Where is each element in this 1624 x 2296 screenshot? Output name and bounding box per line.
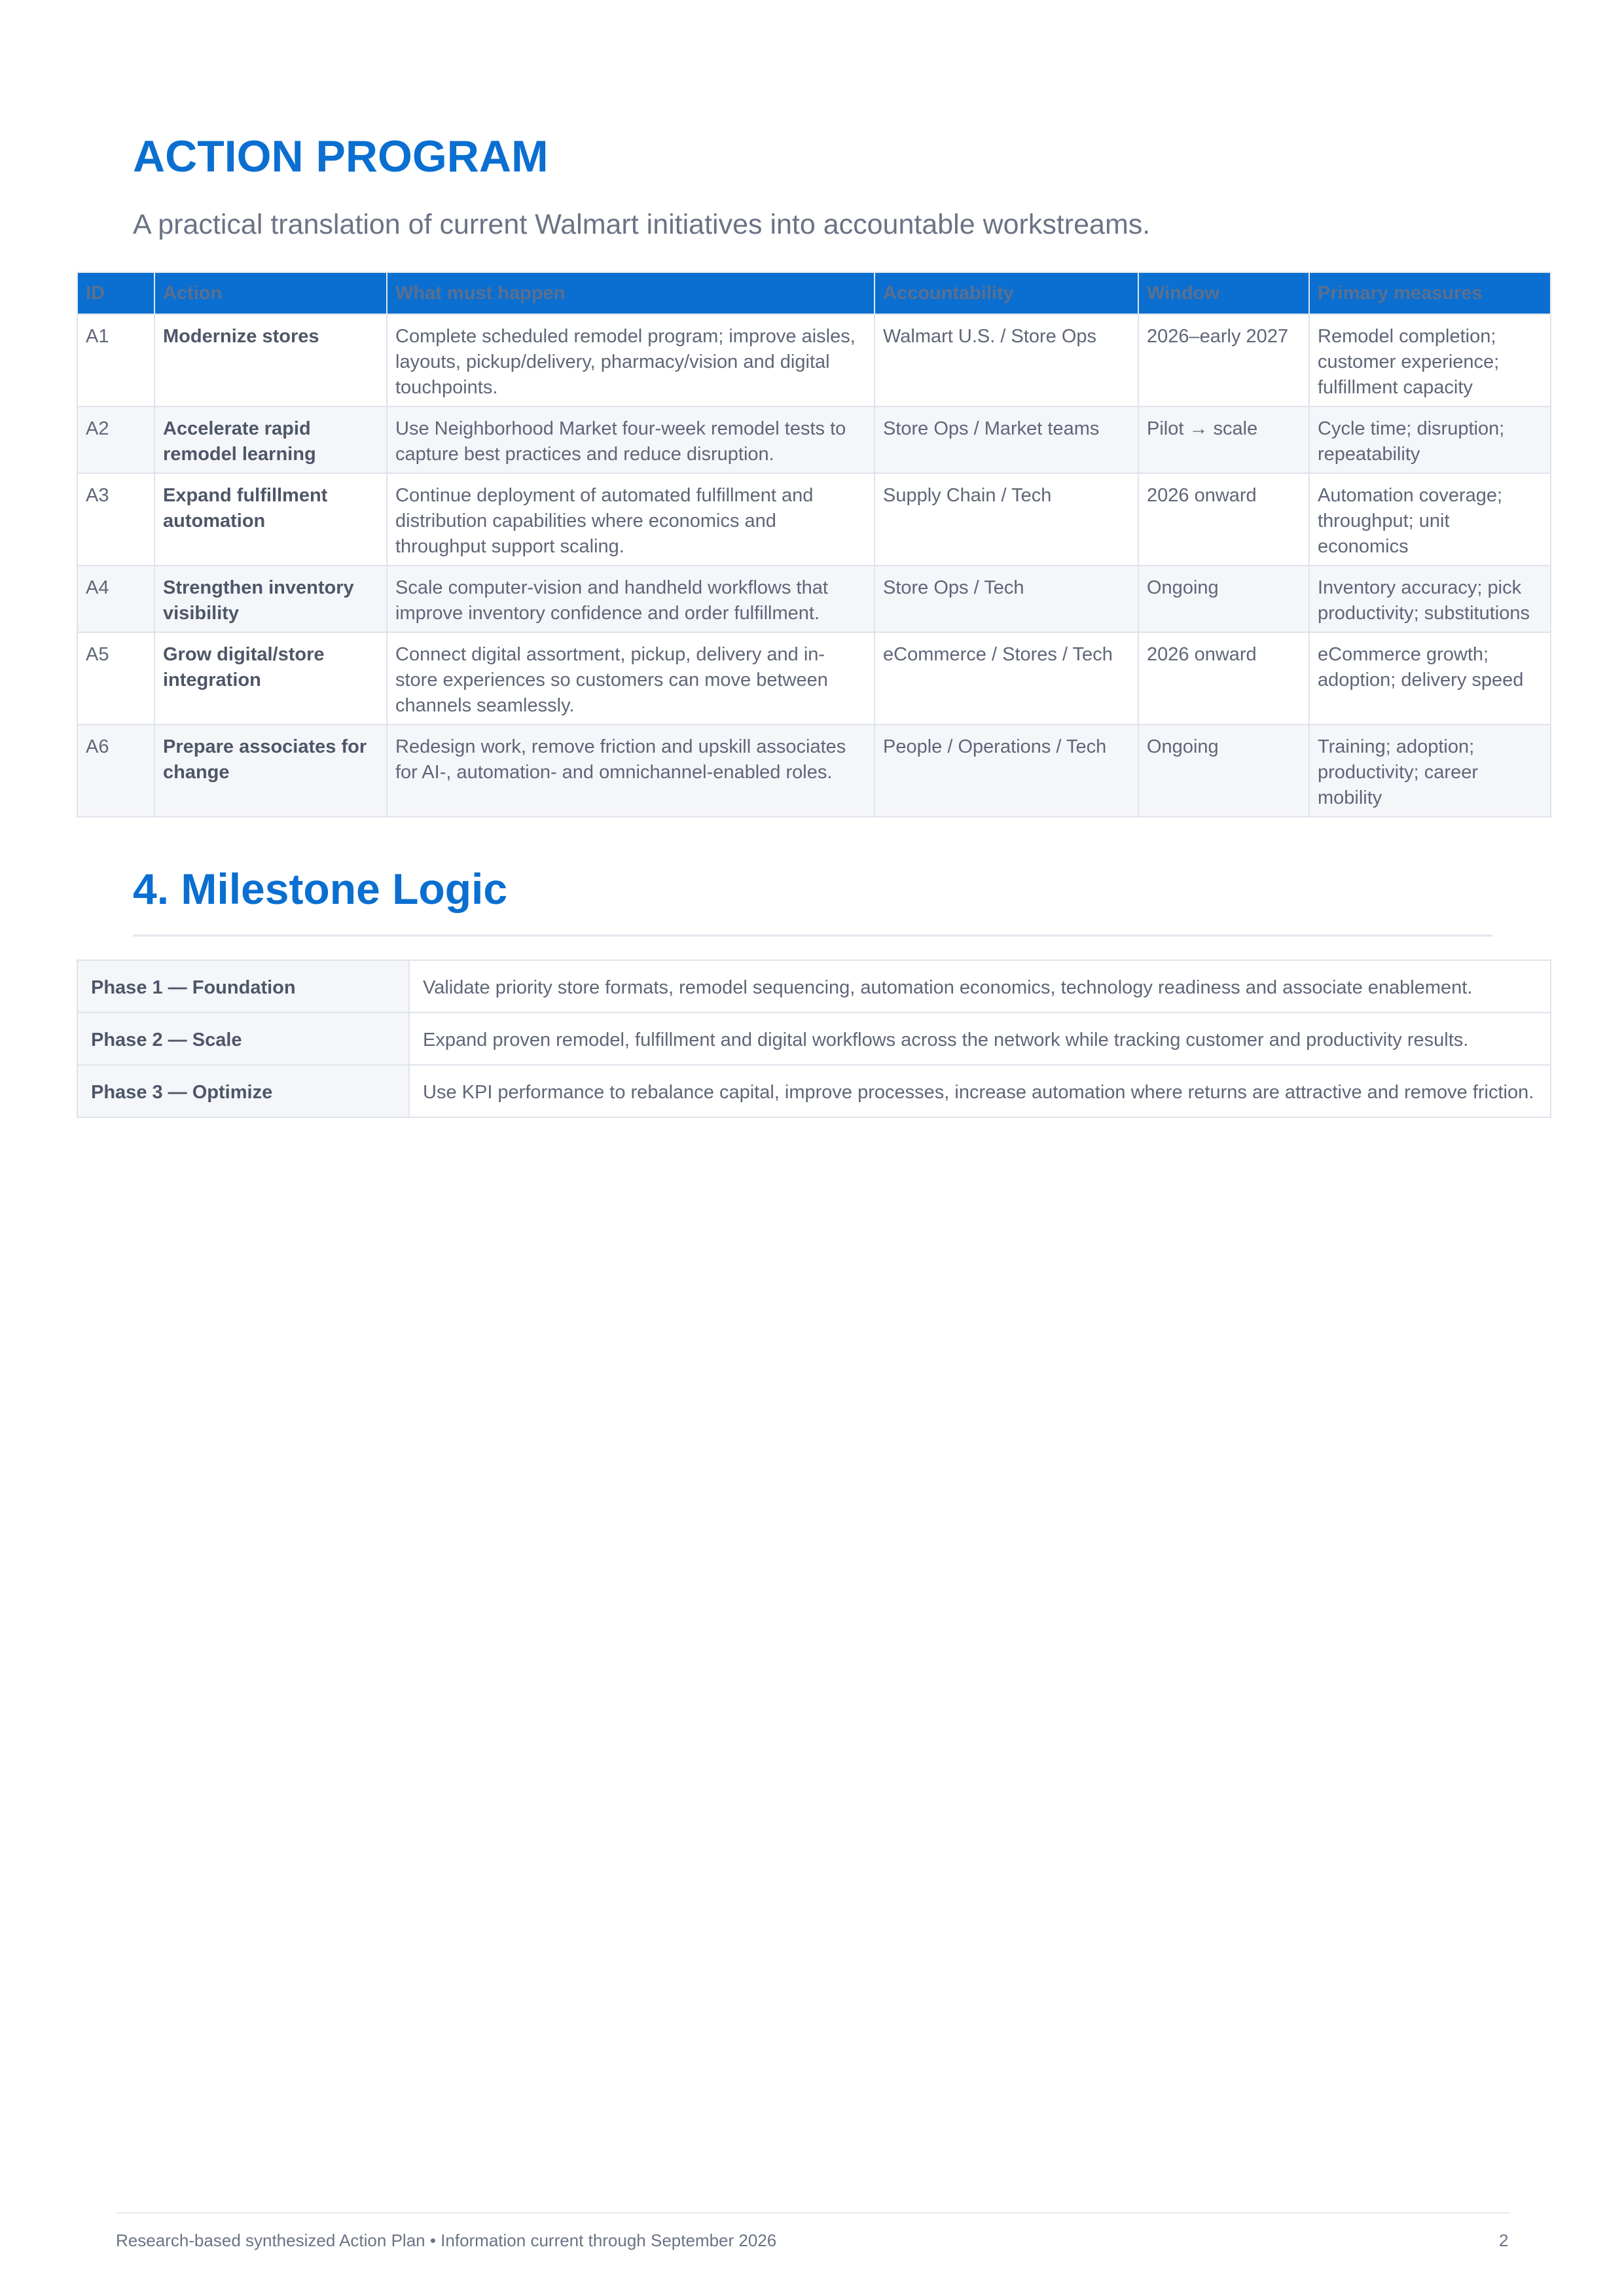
phase-description: Use KPI performance to rebalance capital, improve processes, increase automation where returns are attractive and remove friction. bbox=[409, 1065, 1551, 1117]
action-table-header bbox=[77, 272, 1551, 314]
cell-accountability: eCommerce / Stores / Tech bbox=[875, 632, 1138, 725]
cell-id: A1 bbox=[77, 314, 154, 406]
table-row bbox=[77, 314, 1551, 406]
cell-accountability: Walmart U.S. / Store Ops bbox=[875, 314, 1138, 406]
table-row bbox=[77, 725, 1551, 817]
header-id: ID bbox=[77, 272, 154, 314]
header-window: Window bbox=[1138, 272, 1309, 314]
cell-window: 2026 onward bbox=[1138, 473, 1309, 565]
phase-label: Phase 3 — Optimize bbox=[77, 1065, 409, 1117]
cell-measures: Inventory accuracy; pick productivity; substitutions bbox=[1309, 565, 1551, 632]
action-table bbox=[77, 272, 1551, 817]
section-divider bbox=[133, 935, 1492, 937]
cell-measures: eCommerce growth; adoption; delivery speed bbox=[1309, 632, 1551, 725]
cell-id: A6 bbox=[77, 725, 154, 817]
page-subtitle: A practical translation of current Walmart initiatives into accountable workstreams. bbox=[133, 209, 1151, 240]
cell-what: Use Neighborhood Market four-week remodel tests to capture best practices and reduce disruption. bbox=[387, 406, 875, 473]
table-row bbox=[77, 565, 1551, 632]
cell-action: Strengthen inventory visibility bbox=[154, 565, 387, 632]
cell-what: Complete scheduled remodel program; improve aisles, layouts, pickup/delivery, pharmacy/vision and digital touchpoints. bbox=[387, 314, 875, 406]
cell-accountability: Store Ops / Market teams bbox=[875, 406, 1138, 473]
milestone-row bbox=[77, 1013, 1551, 1065]
cell-id: A5 bbox=[77, 632, 154, 725]
milestone-table bbox=[77, 960, 1551, 1118]
section-heading: 4. Milestone Logic bbox=[133, 865, 508, 913]
cell-accountability: People / Operations / Tech bbox=[875, 725, 1138, 817]
cell-action: Expand fulfillment automation bbox=[154, 473, 387, 565]
table-row bbox=[77, 632, 1551, 725]
cell-what: Scale computer-vision and handheld workflows that improve inventory confidence and order fulfillment. bbox=[387, 565, 875, 632]
cell-accountability: Supply Chain / Tech bbox=[875, 473, 1138, 565]
table-row bbox=[77, 406, 1551, 473]
header-accountability: Accountability bbox=[875, 272, 1138, 314]
phase-label: Phase 1 — Foundation bbox=[77, 960, 409, 1013]
cell-window: Ongoing bbox=[1138, 725, 1309, 817]
header-what-must-happen: What must happen bbox=[387, 272, 875, 314]
milestone-row bbox=[77, 1065, 1551, 1117]
phase-label: Phase 2 — Scale bbox=[77, 1013, 409, 1065]
cell-action: Prepare associates for change bbox=[154, 725, 387, 817]
cell-id: A2 bbox=[77, 406, 154, 473]
phase-description: Validate priority store formats, remodel sequencing, automation economics, technology readiness and associate enablement. bbox=[409, 960, 1551, 1013]
header-primary-measures: Primary measures bbox=[1309, 272, 1551, 314]
cell-id: A4 bbox=[77, 565, 154, 632]
cell-window: Ongoing bbox=[1138, 565, 1309, 632]
cell-what: Connect digital assortment, pickup, delivery and in-store experiences so customers can move between channels seamlessly. bbox=[387, 632, 875, 725]
cell-what: Redesign work, remove friction and upskill associates for AI-, automation- and omnichannel-enabled roles. bbox=[387, 725, 875, 817]
table-row bbox=[77, 473, 1551, 565]
footer-divider bbox=[116, 2212, 1510, 2214]
cell-measures: Cycle time; disruption; repeatability bbox=[1309, 406, 1551, 473]
footer-text: Research-based synthesized Action Plan • Information current through September 2026 bbox=[116, 2231, 777, 2250]
cell-action: Modernize stores bbox=[154, 314, 387, 406]
cell-measures: Automation coverage; throughput; unit economics bbox=[1309, 473, 1551, 565]
phase-description: Expand proven remodel, fulfillment and digital workflows across the network while tracking customer and productivity results. bbox=[409, 1013, 1551, 1065]
cell-accountability: Store Ops / Tech bbox=[875, 565, 1138, 632]
cell-id: A3 bbox=[77, 473, 154, 565]
milestone-row bbox=[77, 960, 1551, 1013]
page-title: ACTION PROGRAM bbox=[133, 132, 549, 181]
cell-action: Grow digital/store integration bbox=[154, 632, 387, 725]
cell-window: 2026–early 2027 bbox=[1138, 314, 1309, 406]
cell-action: Accelerate rapid remodel learning bbox=[154, 406, 387, 473]
cell-window: Pilot → scale bbox=[1138, 406, 1309, 473]
page-number: 2 bbox=[1499, 2231, 1509, 2250]
cell-what: Continue deployment of automated fulfillment and distribution capabilities where economics and throughput support scaling. bbox=[387, 473, 875, 565]
header-action: Action bbox=[154, 272, 387, 314]
cell-measures: Training; adoption; productivity; career mobility bbox=[1309, 725, 1551, 817]
cell-measures: Remodel completion; customer experience; fulfillment capacity bbox=[1309, 314, 1551, 406]
cell-window: 2026 onward bbox=[1138, 632, 1309, 725]
